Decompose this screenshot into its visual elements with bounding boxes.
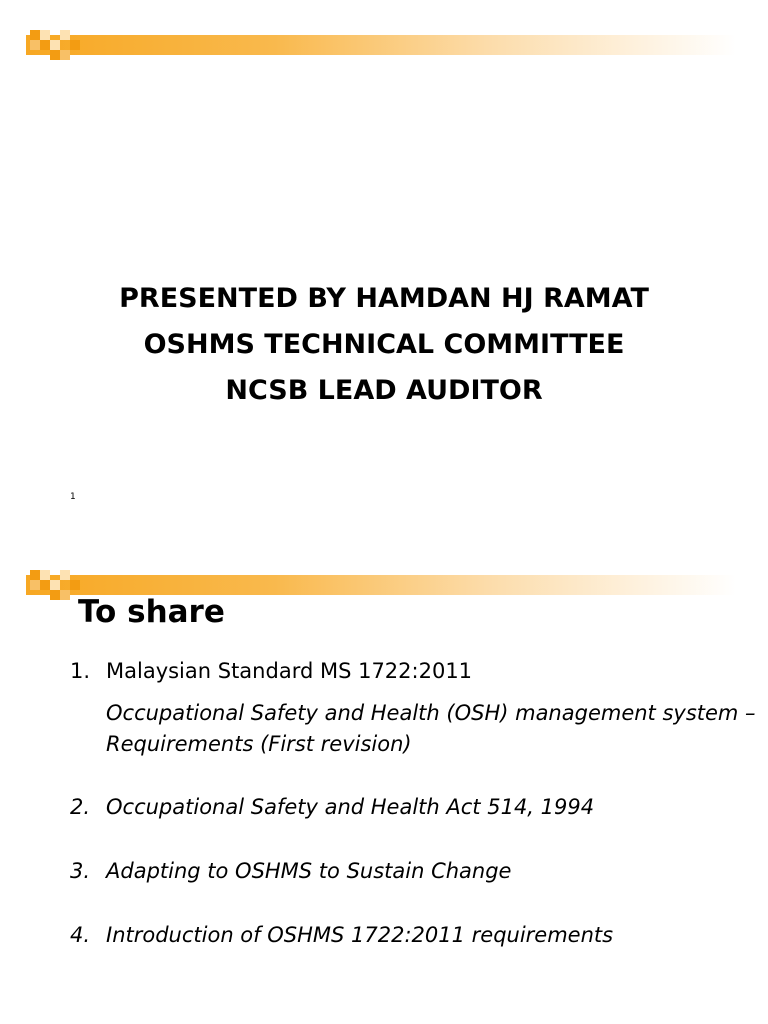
deco-square <box>60 590 70 600</box>
presenter-title-block <box>0 276 768 414</box>
title-line-committee: OSHMS TECHNICAL COMMITTEE <box>143 329 625 360</box>
list-item-number: 2. <box>70 795 91 819</box>
deco-square <box>60 570 70 580</box>
list-item-subtext: Occupational Safety and Health (OSH) management system – Requirements (First revision) <box>106 701 756 756</box>
title-line-auditor: NCSB LEAD AUDITOR <box>225 375 543 406</box>
list-item-number: 4. <box>70 923 91 947</box>
deco-square <box>70 580 80 590</box>
header-decoration <box>26 26 736 66</box>
deco-square <box>60 30 70 40</box>
list-item-number: 1. <box>70 659 91 683</box>
list-item-text: Adapting to OSHMS to Sustain Change <box>106 859 512 883</box>
deco-square <box>50 580 60 590</box>
list-item-text: Introduction of OSHMS 1722:2011 requirements <box>106 923 614 947</box>
deco-square <box>30 40 40 50</box>
deco-square <box>40 580 50 590</box>
deco-square <box>50 590 60 600</box>
deco-square <box>30 570 40 580</box>
list-item-number: 3. <box>70 859 91 883</box>
header-gradient-bar <box>26 35 736 55</box>
deco-square <box>30 30 40 40</box>
deco-square <box>70 40 80 50</box>
list-item-text: Occupational Safety and Health Act 514, 1994 <box>106 795 595 819</box>
deco-square <box>50 50 60 60</box>
page-number: 1 <box>70 492 76 502</box>
slide-heading: To share <box>78 594 225 630</box>
deco-square <box>60 50 70 60</box>
deco-square <box>40 30 50 40</box>
deco-square <box>50 40 60 50</box>
deco-square <box>30 580 40 590</box>
title-line-presenter: PRESENTED BY HAMDAN HJ RAMAT <box>119 283 649 314</box>
deco-square <box>40 570 50 580</box>
agenda-slide <box>0 540 768 1024</box>
list-item-text: Malaysian Standard MS 1722:2011 <box>106 659 473 683</box>
deco-square <box>40 40 50 50</box>
